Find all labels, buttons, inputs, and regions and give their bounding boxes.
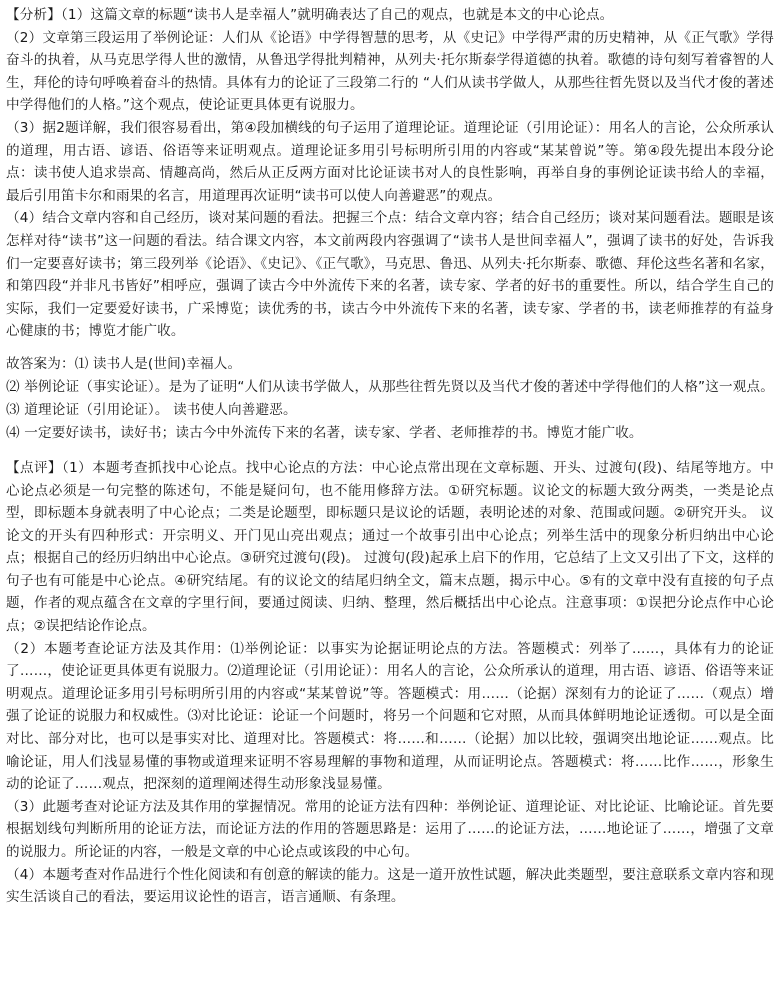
analysis-section [6, 4, 774, 343]
analysis-paragraph-3: （3）据2题详解，我们很容易看出，第④段加横线的句子运用了道理论证。道理论证（引用论证）：用名人的言论，公众所承认的道理，用古语、谚语、俗语等来证明观点。道理论证多用引号标明所引用的内容或“某某曾说”等。第④段先提出本段分论点：读书使人追求崇高、情趣高尚，然后从正反两方面对比论证读书对人的良性影响，再举自身的事例论证读书给人的幸福，最后引用笛卡尔和雨果的名言，用道理再次证明“读书可以使人向善避恶”的观点。 [6, 119, 774, 204]
answer-line-3: ⑶ 道理论证（引用论证）。 读书使人向善避恶。 [6, 401, 297, 418]
answer-line-2: ⑵ 举例论证（事实论证）。是为了证明“人们从读书学做人，从那些往哲先贤以及当代才俊的著述中学得他们的人格”这一观点。 [6, 378, 774, 395]
answer-line-1: 故答案为：⑴ 读书人是(世间)幸福人。 [6, 355, 242, 372]
analysis-paragraph-2: （2）文章第三段运用了举例论证：人们从《论语》中学得智慧的思考，从《史记》中学得严肃的历史精神，从《正气歌》学得奋斗的执着，从马克思学得人世的激情，从鲁迅学得批判精神，从列夫·托尔斯泰学得道德的执着。歌德的诗句刻写着睿智的人生，拜伦的诗句呼唤着奋斗的热情。具体有力的论证了三段第二行的 “人们从读书学做人，从那些往哲先贤以及当代才俊的著述中学得他们的人格。”这个观点，使论证更具体更有说服力。 [6, 29, 774, 114]
answer-section [6, 353, 774, 445]
analysis-paragraph-4: （4）结合文章内容和自己经历，谈对某问题的看法。把握三个点：结合文章内容；结合自己经历；谈对某问题看法。题眼是该怎样对待“读书”这一问题的看法。结合课文内容，本文前两段内容强调了“读书人是世间幸福人”，强调了读书的好处，告诉我们一定要喜好读书；第三段列举《论语》、《史记》、《正气歌》，马克思、鲁迅、从列夫·托尔斯泰、歌德、拜伦这些名著和名家，和第四段“并非凡书皆好”相呼应，强调了读古今中外流传下来的名著，读专家、学者的好书的重要性。所以，结合学生自己的实际，我们一定要爱好读书，广采博览；读优秀的书，读古今中外流传下来的名著，读专家、学者的书，读老师推荐的有益身心健康的书；博览才能广收。 [6, 210, 774, 340]
comment-paragraph-4: （4）本题考查对作品进行个性化阅读和有创意的解读的能力。这是一道开放性试题，解决此类题型，要注意联系文章内容和现实生活谈自己的看法，要运用议论性的语言，语言通顺、有条理。 [6, 866, 774, 906]
comment-paragraph-3: （3）此题考查对论证方法及其作用的掌握情况。常用的论证方法有四种：举例论证、道理论证、对比论证、比喻论证。首先要根据划线句判断所用的论证方法，而论证方法的作用的答题思路是：运用了……的论证方法，……地论证了……，增强了文章的说服力。所论证的内容，一般是文章的中心论点或该段的中心句。 [6, 798, 774, 860]
comment-section [6, 457, 774, 909]
comment-paragraph-1: 【点评】（1）本题考查抓找中心论点。找中心论点的方法：中心论点常出现在文章标题、开头、过渡句(段)、结尾等地方。中心论点必须是一句完整的陈述句，不能是疑问句，也不能用修辞方法。①研究标题。议论文的标题大致分两类，一类是论点型，即标题本身就表明了中心论点；二类是论题型，即标题只是议论的话题，表明论述的对象、范围或问题。②研究开头。 议论文的开头有四种形式：开宗明义、开门见山亮出观点；通过一个故事引出中心论点；列举生活中的现象分析归纳出中心论点；根据自己的经历归纳出中心论点。③研究过渡句(段)。 过渡句(段)起承上启下的作用，它总结了上文又引出了下文，这样的句子也有可能是中心论点。④研究结尾。有的议论文的结尾归纳全文，篇末点题，揭示中心。⑤有的文章中没有直接的句子点题，作者的观点蕴含在文章的字里行间，要通过阅读、归纳、整理，然后概括出中心论点。注意事项：①误把分论点作中心论点；②误把结论作论点。 [6, 459, 774, 635]
comment-paragraph-2: （2）本题考查论证方法及其作用：⑴举例论证：以事实为论据证明论点的方法。答题模式：列举了……，具体有力的论证了……，使论证更具体更有说服力。⑵道理论证（引用论证）：用名人的言论，公众所承认的道理，用古语、谚语、俗语等来证明观点。道理论证多用引号标明所引用的内容或“某某曾说”等。答题模式：用……（论据）深刻有力的论证了……（观点）增强了论证的说服力和权威性。⑶对比论证：论证一个问题时，将另一个问题和它对照，从而具体鲜明地论证透彻。可以是全面对比、部分对比，也可以是事实对比、道理对比。答题模式：将……和……（论据）加以比较，强调突出地论证……观点。比喻论证，用人们浅显易懂的事物或道理来证明不容易理解的事物和道理，从而证明论点。答题模式：将……比作……，形象生动的论证了……观点，把深刻的道理阐述得生动形象浅显易懂。 [6, 640, 774, 793]
analysis-paragraph-1: 【分析】（1）这篇文章的标题“读书人是幸福人”就明确表达了自己的观点，也就是本文的中心论点。 [6, 7, 614, 23]
section-spacer [6, 445, 774, 457]
section-spacer [6, 343, 774, 353]
answer-line-4: ⑷ 一定要好读书，读好书；读古今中外流传下来的名著，读专家、学者、老师推荐的书。博览才能广收。 [6, 424, 643, 441]
